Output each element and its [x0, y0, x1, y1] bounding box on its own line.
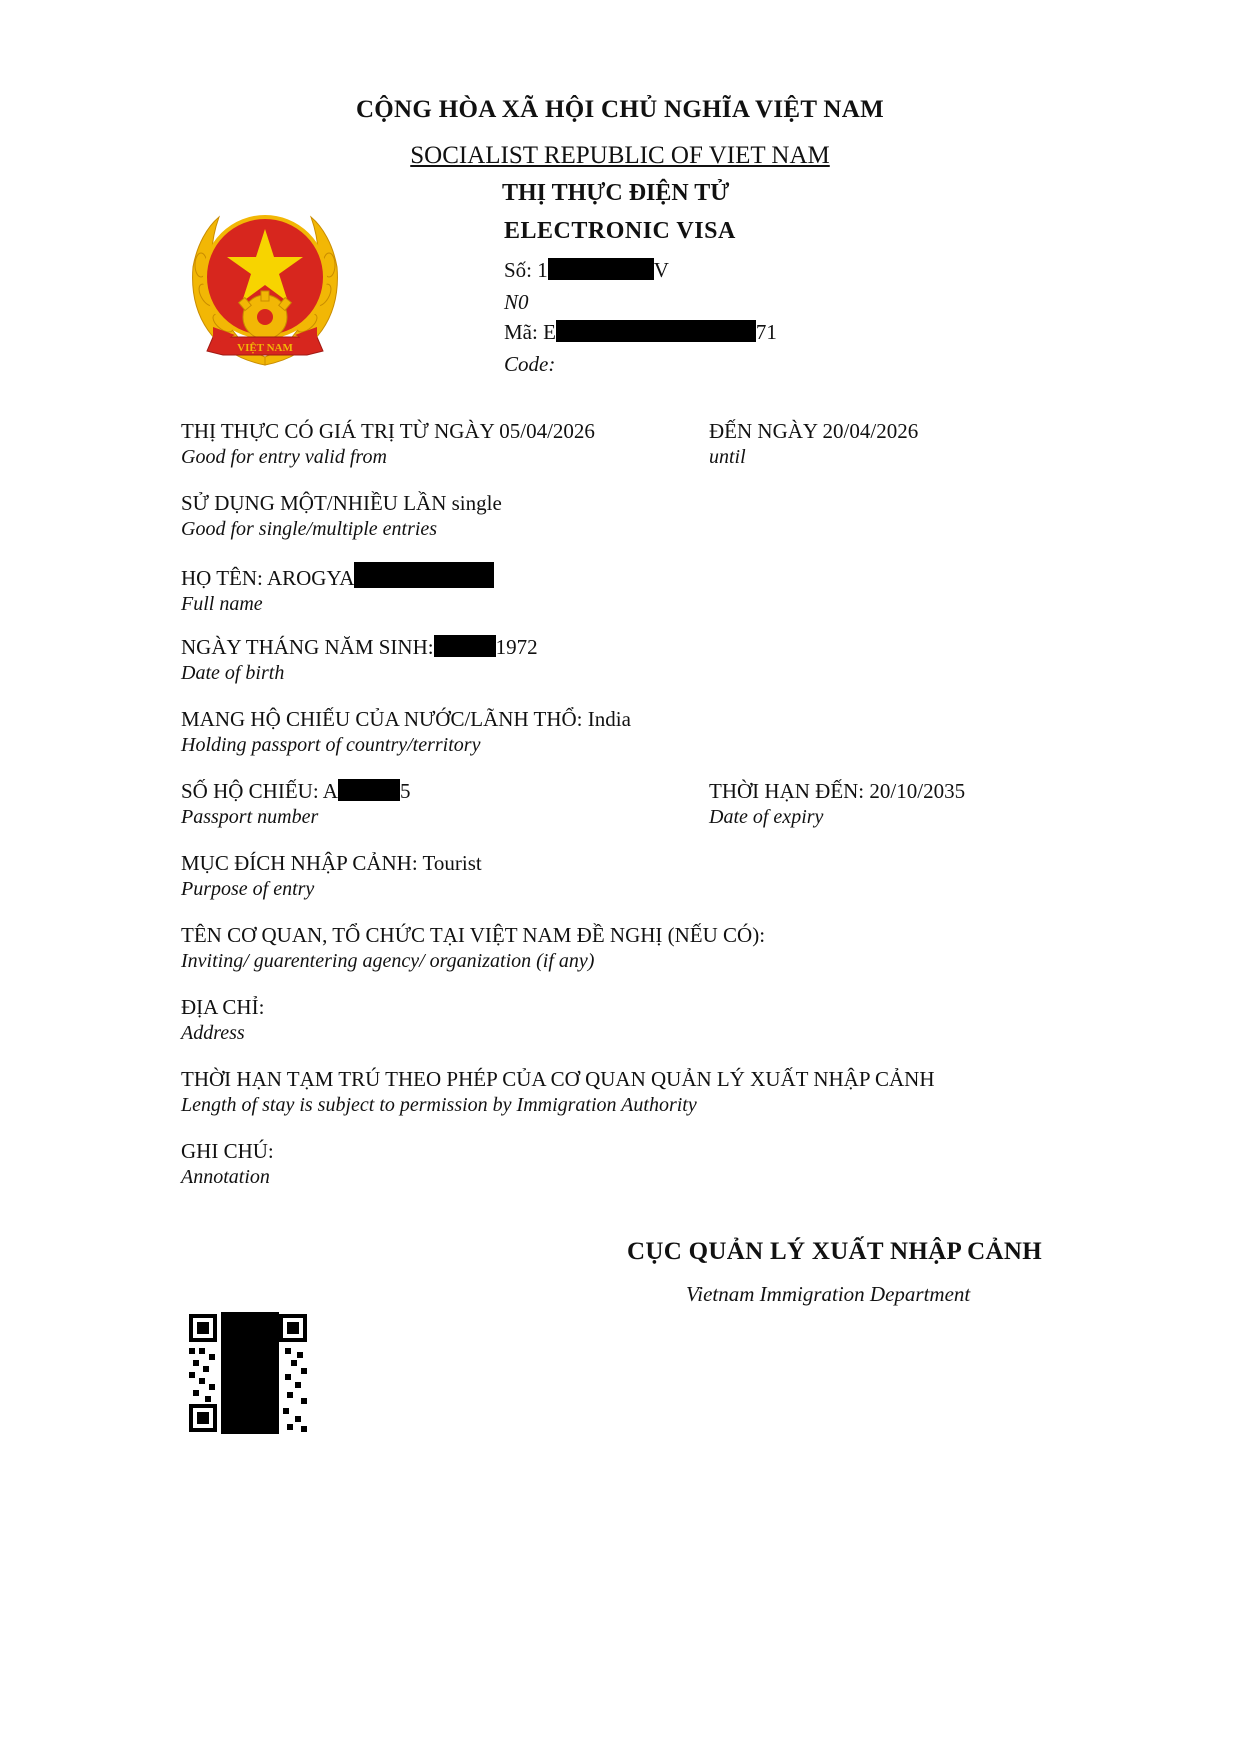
visa-number	[504, 258, 669, 283]
visa-code	[504, 320, 777, 345]
qr-code	[187, 1312, 309, 1434]
field-label-en: Good for single/multiple entries	[181, 518, 438, 540]
field-label-en: Annotation	[181, 1166, 270, 1188]
field-valid-until	[709, 418, 918, 470]
field-label-en: until	[709, 446, 746, 468]
visa-number-label-en: N0	[504, 290, 529, 314]
country-name-vn: CỘNG HÒA XÃ HỘI CHỦ NGHĨA VIỆT NAM	[355, 96, 885, 123]
qr-finder-pattern	[279, 1314, 307, 1342]
redaction-bar	[434, 635, 496, 657]
country-name-en: SOCIALIST REPUBLIC OF VIET NAM	[410, 142, 830, 169]
field-nationality	[181, 706, 631, 758]
field-label-vn: SỐ HỘ CHIẾU:	[181, 779, 319, 803]
field-label-en: Address	[181, 1022, 245, 1044]
document-title-vn: THỊ THỰC ĐIỆN TỬ	[502, 180, 730, 206]
field-purpose	[181, 850, 482, 902]
field-label-vn: NGÀY THÁNG NĂM SINH:	[181, 635, 434, 659]
field-label-vn: THỜI HẠN ĐẾN:	[709, 779, 865, 803]
field-label-vn: THỜI HẠN TẠM TRÚ THEO PHÉP CỦA CƠ QUAN QUẢN LÝ XUẤT NHẬP CẢNH	[181, 1067, 935, 1091]
qr-finder-pattern	[189, 1404, 217, 1432]
field-label-en: Holding passport of country/territory	[181, 734, 481, 756]
national-emblem	[183, 205, 348, 373]
field-value-suffix: 5	[399, 779, 411, 803]
field-annotation	[181, 1138, 274, 1190]
field-value: Tourist	[422, 851, 482, 875]
redaction-bar	[354, 562, 494, 588]
field-label-vn: MỤC ĐÍCH NHẬP CẢNH:	[181, 851, 418, 875]
issuer-name-en: Vietnam Immigration Department	[686, 1282, 971, 1306]
visa-code-label-en: Code:	[504, 352, 556, 376]
field-value: 05/04/2026	[499, 419, 595, 443]
field-label-en: Date of expiry	[709, 806, 824, 828]
redaction-bar	[338, 779, 400, 801]
issuer-name-vn: CỤC QUẢN LÝ XUẤT NHẬP CẢNH	[627, 1238, 1042, 1265]
field-label-vn: SỬ DỤNG MỘT/NHIỀU LẦN	[181, 491, 447, 515]
redaction-bar	[221, 1312, 279, 1434]
field-value: 20/04/2026	[822, 419, 919, 443]
field-passport-number	[181, 778, 410, 830]
field-label-vn: THỊ THỰC CÓ GIÁ TRỊ TỪ NGÀY	[181, 419, 494, 443]
visa-number-label: Số:	[504, 258, 533, 282]
field-entries	[181, 490, 502, 542]
field-value-prefix: A	[322, 779, 338, 803]
field-label-en: Date of birth	[181, 662, 285, 684]
visa-code-prefix: E	[543, 320, 556, 344]
visa-number-prefix: 1	[537, 258, 548, 282]
field-inviting-agency	[181, 922, 765, 974]
field-label-en: Passport number	[181, 806, 319, 828]
field-label-en: Full name	[181, 593, 263, 615]
field-value: 20/10/2035	[869, 779, 966, 803]
field-valid-from	[181, 418, 595, 470]
field-label-en: Good for entry valid from	[181, 446, 387, 468]
field-value: India	[587, 707, 631, 731]
field-label-en: Length of stay is subject to permission by Immigration Authority	[181, 1094, 697, 1116]
visa-number-suffix: V	[653, 258, 669, 282]
qr-finder-pattern	[189, 1314, 217, 1342]
visa-code-suffix: 71	[755, 320, 777, 344]
redaction-bar	[548, 258, 654, 280]
field-dob	[181, 634, 538, 686]
field-value: single	[451, 491, 502, 515]
field-label-en: Inviting/ guarentering agency/ organization (if any)	[181, 950, 595, 972]
emblem-ribbon-text: VIỆT NAM	[237, 342, 293, 354]
field-label-vn: TÊN CƠ QUAN, TỔ CHỨC TẠI VIỆT NAM ĐỀ NGHỊ (NẾU CÓ):	[181, 923, 766, 947]
field-full-name	[181, 562, 494, 617]
field-label-vn: ĐỊA CHỈ:	[181, 995, 265, 1019]
field-value: 1972	[495, 635, 538, 659]
field-label-vn: HỌ TÊN:	[181, 566, 263, 590]
document-title-en: ELECTRONIC VISA	[504, 218, 736, 244]
field-length-of-stay	[181, 1066, 935, 1118]
visa-code-label: Mã:	[504, 320, 538, 344]
field-label-vn: MANG HỘ CHIẾU CỦA NƯỚC/LÃNH THỔ:	[181, 707, 583, 731]
field-label-en: Purpose of entry	[181, 878, 315, 900]
field-passport-expiry	[709, 778, 965, 830]
field-label-vn: GHI CHÚ:	[181, 1139, 274, 1163]
field-label-vn: ĐẾN NGÀY	[709, 419, 818, 443]
redaction-bar	[556, 320, 756, 342]
field-value: AROGYA	[266, 566, 355, 590]
field-address	[181, 994, 264, 1046]
